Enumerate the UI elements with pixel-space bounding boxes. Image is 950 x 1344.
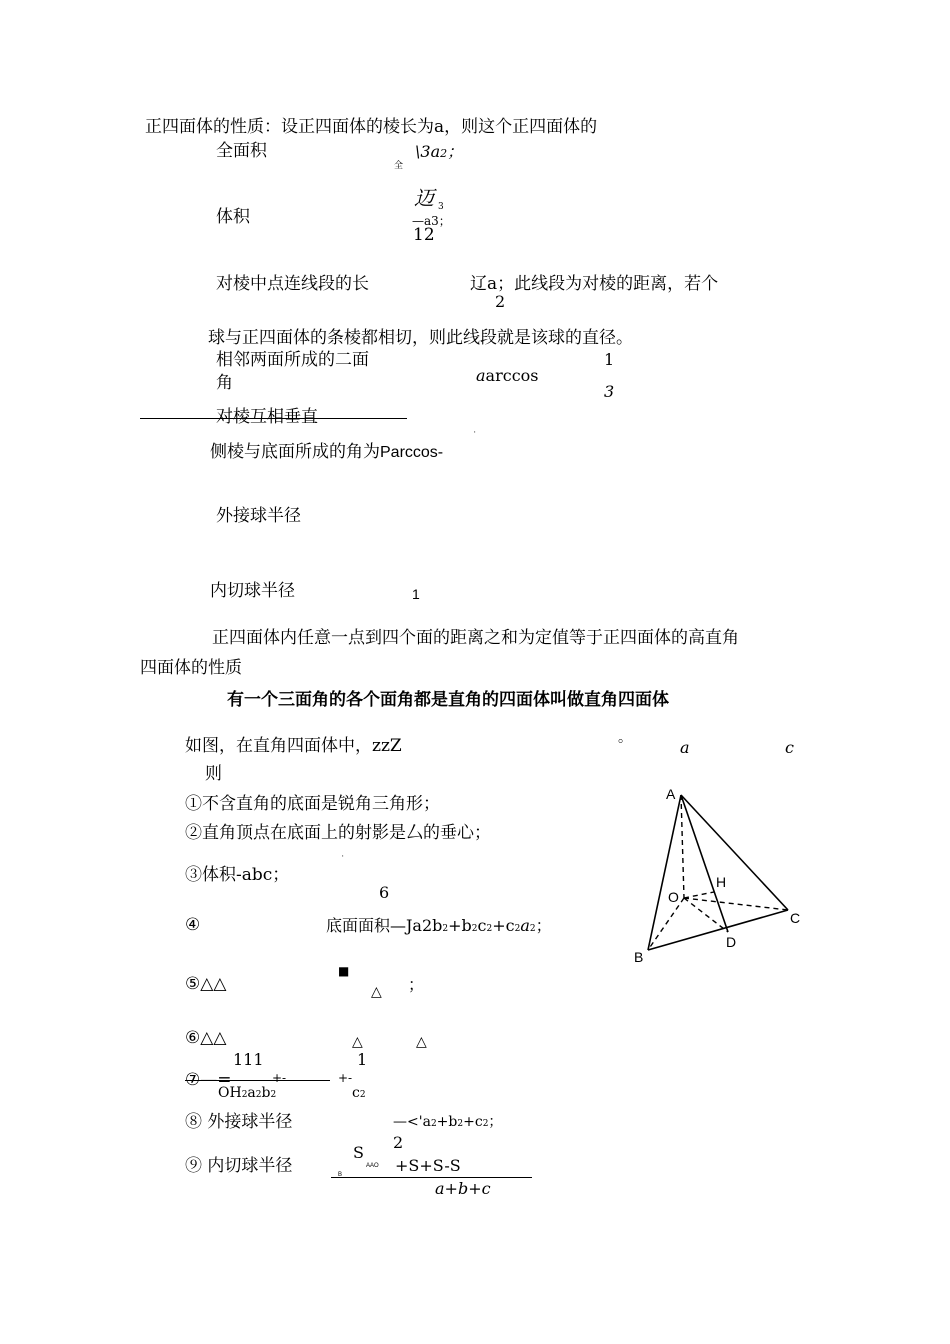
property-5-triangle: △ bbox=[371, 984, 382, 1000]
edge-AO bbox=[681, 795, 684, 898]
given-var-c: c bbox=[785, 738, 794, 757]
formula-dihedral: aarccos bbox=[476, 366, 539, 385]
vertex-label-C: C bbox=[790, 910, 801, 926]
property-9-sub-aao: AAO bbox=[366, 1163, 379, 1169]
property-9-fraction-bar bbox=[331, 1177, 532, 1178]
property-7-plus-1: +- bbox=[272, 1071, 287, 1085]
vertex-label-A: A bbox=[666, 786, 676, 802]
property-6-triangle-1: △ bbox=[352, 1034, 363, 1050]
property-7-denominator-c: c2 bbox=[352, 1085, 366, 1101]
formula-midpoint-segment: 辽a；此线段为对棱的距离，若个 bbox=[470, 274, 719, 294]
given-line: 如图，在直角四面体中，zzZ bbox=[185, 736, 402, 756]
stray-mark: ' bbox=[474, 431, 476, 438]
property-7-plus-2: +- bbox=[338, 1071, 353, 1085]
tetrahedron-figure bbox=[628, 780, 818, 970]
property-6: ⑥△△ bbox=[185, 1028, 227, 1048]
edge-AD bbox=[681, 795, 728, 932]
property-8: ⑧ 外接球半径 bbox=[185, 1112, 293, 1132]
distance-sum-note: 正四面体内任意一点到四个面的距离之和为定值等于正四面体的高直角 bbox=[212, 628, 739, 648]
formula-dihedral-denominator: 3 bbox=[604, 382, 615, 401]
vertex-label-D: D bbox=[726, 934, 737, 950]
label-dihedral-angle-cont: 角 bbox=[216, 373, 233, 393]
sphere-tangent-note: 球与正四面体的条棱都相切，则此线段就是该球的直径。 bbox=[208, 328, 633, 348]
edge-AB bbox=[648, 795, 681, 950]
property-3: ③体积-abc； bbox=[185, 865, 290, 885]
property-7-cropped: ⑦—= bbox=[185, 1070, 232, 1090]
label-midpoint-segment: 对棱中点连线段的长 bbox=[216, 274, 369, 294]
property-7-denominators: OH2a2b2 bbox=[218, 1085, 277, 1101]
vertex-label-B: B bbox=[634, 949, 644, 965]
edge-AC bbox=[681, 795, 788, 910]
label-total-area: 全面积 bbox=[216, 141, 267, 161]
property-5: ⑤△△ bbox=[185, 974, 227, 994]
property-9-sub-b: B bbox=[338, 1172, 343, 1178]
property-5-mark: ■ bbox=[338, 964, 350, 978]
property-8-formula: —<'a2+b2+c2； bbox=[393, 1114, 503, 1130]
property-9: ⑨ 内切球半径 bbox=[185, 1156, 293, 1176]
property-2: ②直角顶点在底面上的射影是厶的垂心； bbox=[185, 823, 491, 843]
section-title-right-tetrahedron: 四面体的性质 bbox=[140, 658, 242, 678]
given-var-a: a bbox=[680, 738, 690, 757]
property-4-formula: 底面面积—Ja2b2+b2c2+c2a2； bbox=[326, 916, 552, 935]
formula-volume-root: 迈 bbox=[414, 186, 434, 210]
label-insphere-radius: 内切球半径 bbox=[210, 581, 295, 601]
property-5-end: ； bbox=[408, 975, 425, 994]
stray-mark-2: ' bbox=[342, 855, 344, 862]
property-9-denominator: a+b+c bbox=[435, 1179, 491, 1198]
cropped-line: 对棱互相垂直 bbox=[216, 407, 318, 427]
vertex-label-O: O bbox=[668, 889, 679, 905]
formula-volume-main: —a3； bbox=[412, 214, 451, 228]
formula-subscript: 全 bbox=[394, 161, 404, 171]
property-8-denominator: 2 bbox=[393, 1133, 404, 1152]
intro-line: 正四面体的性质：设正四面体的棱长为a，则这个正四面体的 bbox=[145, 117, 598, 137]
formula-midpoint-denominator: 2 bbox=[495, 292, 506, 311]
given-mark: 。 bbox=[618, 730, 632, 746]
label-circumsphere-radius: 外接球半径 bbox=[216, 506, 301, 526]
definition-heading: 有一个三面角的各个面角都是直角的四面体叫做直角四面体 bbox=[227, 690, 669, 709]
property-7-fraction-bar bbox=[185, 1080, 330, 1081]
edge-BC bbox=[648, 910, 788, 950]
formula-total-area: \3a2； bbox=[415, 142, 464, 161]
property-4: ④ bbox=[185, 915, 201, 935]
property-7-numerator-c: 1 bbox=[357, 1050, 368, 1069]
label-lateral-angle: 侧棱与底面所成的角为Parccos- bbox=[210, 442, 444, 462]
then-label: 则 bbox=[205, 764, 222, 784]
formula-insphere: 1 bbox=[412, 586, 420, 602]
property-1: ①不含直角的底面是锐角三角形； bbox=[185, 794, 440, 814]
property-7-numerators: 111 bbox=[233, 1050, 264, 1069]
formula-dihedral-numerator: 1 bbox=[604, 350, 615, 369]
divider-rule bbox=[140, 418, 407, 419]
edge-OH bbox=[684, 892, 714, 898]
formula-volume-exp: 3 bbox=[438, 202, 444, 212]
property-3-denominator: 6 bbox=[379, 883, 390, 902]
formula-volume-denominator: 12 bbox=[413, 225, 435, 245]
property-9-s: S bbox=[353, 1143, 364, 1162]
vertex-label-H: H bbox=[716, 874, 727, 890]
property-9-sum: +S+S-S bbox=[395, 1156, 461, 1175]
property-6-triangle-2: △ bbox=[416, 1034, 427, 1050]
label-volume: 体积 bbox=[216, 207, 250, 227]
label-dihedral-angle: 相邻两面所成的二面 bbox=[216, 350, 369, 370]
edge-OC bbox=[684, 898, 788, 910]
